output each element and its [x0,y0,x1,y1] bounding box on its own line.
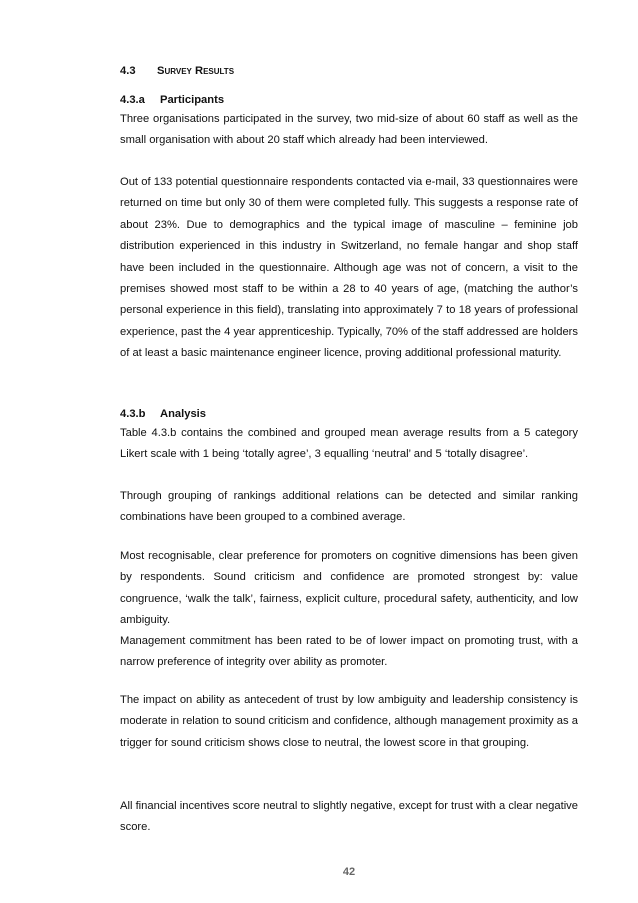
paragraph: Table 4.3.b contains the combined and grouped mean average results from a 5 category Likert scale with 1 being ‘totally agree’, 3 equalling ‘neutral’ and 5 ‘totally disagree’. [120,427,578,461]
paragraph: Through grouping of rankings additional relations can be detected and similar ranking combinations have been grouped to a combined average. [120,490,578,524]
paragraph: All financial incentives score neutral to slightly negative, except for trust with a clear negative score. [120,800,578,834]
subsection-title: Participants [160,94,225,106]
section-title: Survey Results [157,65,235,77]
section-heading [120,64,234,78]
paragraph: Management commitment has been rated to be of lower impact on promoting trust, with a narrow preference of integrity over ability as promoter. [120,635,578,669]
paragraph: Out of 133 potential questionnaire respondents contacted via e-mail, 33 questionnaires were returned on time but only 30 of them were completed fully. This suggests a response rate of about 23%. Due to demographics and the typical image of masculine – feminine job distribution experienced in this industry in Switzerland, no female hangar and shop staff have been included in the questionnaire. Although age was not of concern, a visit to the premises showed most staff to be within a 28 to 40 years of age, (matching the author’s personal experience in this field), translating into approximately 7 to 18 years of professional experience, past the 4 year apprenticeship. Typically, 70% of the staff addressed are holders of at least a basic maintenance engineer licence, proving additional professional maturity. [120,176,578,360]
subsection-heading-analysis [120,407,206,421]
subsection-title: Analysis [160,408,207,420]
subsection-number: 4.3.b [120,408,146,420]
subsection-number: 4.3.a [120,94,145,106]
section-number: 4.3 [120,65,136,77]
paragraph: The impact on ability as antecedent of trust by low ambiguity and leadership consistency is moderate in relation to sound criticism and confidence, although management proximity as a trigger for sound criticism shows close to neutral, the lowest score in that grouping. [120,694,578,749]
page-number: 42 [342,866,356,878]
paragraph: Most recognisable, clear preference for promoters on cognitive dimensions has been given by respondents. Sound criticism and confidence are promoted strongest by: value congruence, ‘walk the talk’, fairness, explicit culture, procedural safety, authenticity, and low ambiguity. [120,550,578,627]
document-page [120,0,578,903]
subsection-heading-participants [120,93,224,107]
paragraph: Three organisations participated in the survey, two mid-size of about 60 staff as well as the small organisation with about 20 staff which already had been interviewed. [120,113,578,147]
